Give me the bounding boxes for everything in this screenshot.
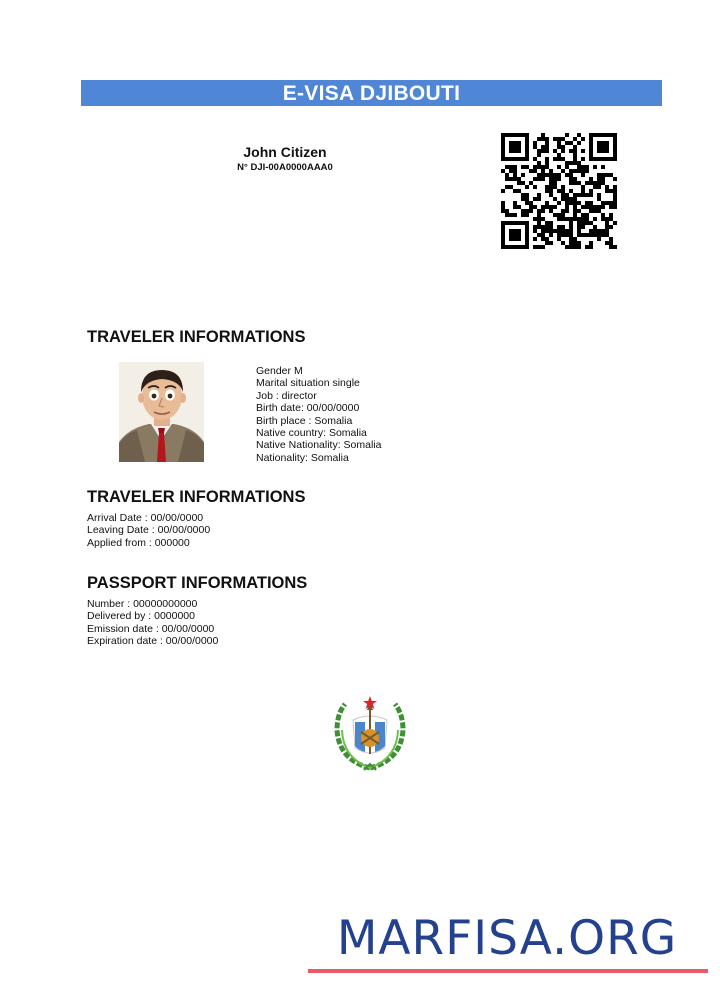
travel-line: Arrival Date : 00/00/0000 (87, 512, 204, 524)
travel-line: Leaving Date : 00/00/0000 (87, 524, 211, 537)
traveler-photo (119, 362, 204, 462)
visa-number: N° DJI-00A0000AAA0 (237, 162, 333, 173)
traveler-section-heading: TRAVELER INFORMATIONS (87, 328, 306, 346)
passport-line: Number : 00000000000 (87, 598, 198, 610)
travel-section-heading: TRAVELER INFORMATIONS (87, 488, 306, 506)
traveler-line: Nationality: Somalia (256, 451, 349, 464)
traveler-line: Native Nationality: Somalia (256, 439, 382, 452)
brand-logo-text: MARFISA.ORG (336, 911, 678, 966)
brand-logo (306, 910, 708, 974)
traveler-line: Birth date: 00/00/0000 (256, 402, 360, 415)
document-title: E-VISA DJIBOUTI (81, 80, 662, 106)
traveler-details (256, 365, 381, 464)
traveler-line: Birth place : Somalia (256, 414, 353, 427)
holder-name: John Citizen (243, 144, 327, 160)
travel-line: Applied from : 000000 (87, 536, 190, 549)
traveler-line: Native country: Somalia (256, 427, 367, 440)
travel-details (87, 512, 210, 549)
qr-code-icon (501, 133, 617, 249)
traveler-line: Marital situation single (256, 377, 360, 390)
passport-section-heading: PASSPORT INFORMATIONS (87, 574, 308, 592)
passport-line: Delivered by : 0000000 (87, 610, 195, 623)
coat-of-arms-icon (331, 694, 409, 774)
passport-line: Emission date : 00/00/0000 (87, 622, 215, 635)
brand-underline (308, 969, 708, 973)
passport-details (87, 598, 218, 648)
traveler-line: Gender M (256, 365, 303, 377)
traveler-line: Job : director (256, 389, 317, 402)
passport-line: Expiration date : 00/00/0000 (87, 635, 219, 648)
